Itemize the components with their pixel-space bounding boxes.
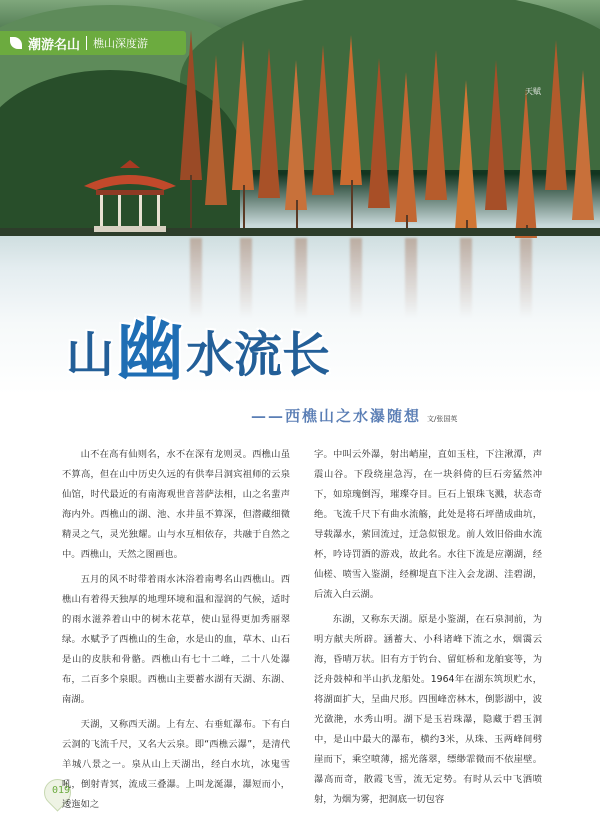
body-paragraph: 天湖，又称西天湖。上有左、右垂虹瀑布。下有白云洞的飞流千尺，又名大云泉。即“西樵云瀑”，是清代羊城八景之一。泉从山上天湖出，经白水坑，冰鬼雪吼，倒射青冥，流成三叠瀑。上叫龙涎瀑，瀑短而小，逶迤如之 [62, 719, 290, 810]
leaf-icon [10, 37, 22, 49]
author-byline: 文/张国英 [427, 415, 458, 423]
body-paragraph: 山不在高有仙则名，水不在深有龙则灵。西樵山虽不算高，但在山中历史久远的有供奉吕洞宾祖师的云泉仙馆，时代最近的有南海观世音菩萨法相，山之名蜚声海内外。西樵山的湖、池、水井虽不算深，但潜藏细微精灵之气，灵光独耀。山与水互相依存，共融于自然之中。西樵山，天然之图画也。 [62, 449, 290, 560]
redwood-tree [312, 45, 334, 195]
redwood-tree [285, 60, 307, 210]
tree-trunk [190, 175, 192, 233]
body-column-left [62, 445, 290, 815]
section-tag-sub: 樵山深度游 [93, 37, 149, 50]
subtitle-text: ——西樵山之水瀑随想 [251, 407, 422, 425]
water-reflection [460, 238, 472, 318]
redwood-tree [232, 40, 254, 190]
redwood-tree [425, 50, 447, 200]
redwood-tree [368, 58, 390, 208]
redwood-tree [515, 88, 537, 238]
redwood-tree [572, 70, 594, 220]
title-char-large: 幽 [116, 309, 185, 390]
article-title [66, 305, 386, 395]
body-column-right [314, 445, 542, 810]
redwood-tree [395, 72, 417, 222]
title-rest: 水流长 [186, 326, 331, 383]
section-tag [0, 31, 186, 55]
water-reflection [520, 238, 532, 318]
redwood-tree [258, 48, 280, 198]
redwood-tree [455, 80, 477, 230]
tag-divider [86, 36, 87, 50]
section-tag-label: 潮游名山 [28, 37, 81, 53]
page-number: 019 [52, 785, 71, 796]
redwood-tree [485, 60, 507, 210]
tree-trunk [243, 185, 245, 233]
title-char: 山 [66, 326, 115, 383]
body-paragraph: 五月的风不时带着雨水沐浴着南粤名山西樵山。西樵山有着得天独厚的地理环境和温和湿润的气候，适时的雨水滋养着山中的树木花草，使山显得更加秀丽翠绿。水赋予了西樵山的生命，水是山的血，草木、山石是山的皮肤和骨骼。西樵山有七十二峰，二十八处瀑布，二百多个泉眼。西樵山主要蓄水湖有天湖、东湖、南湖。 [62, 574, 290, 705]
water-reflection [405, 238, 417, 318]
redwood-tree [340, 35, 362, 185]
redwood-tree [205, 55, 227, 205]
article-subtitle [251, 405, 457, 426]
body-paragraph: 东湖，又称东天湖。原是小鉴湖，在石泉洞前，为明方献夫所辟。涵蓄大、小科诸峰下流之水，烟霭云海，昏晴万状。旧有方于钓台、留虹桥和龙舶宴等，为泛舟鼓棹和半山扒龙船处。1964年在湖东筑坝贮水，将湖面扩大，呈曲尺形。四围峰峦林木，倒影湖中，波光潋滟，水秀山明。湖下是玉岩珠瀑，隐藏于碧玉洞中，是山中最大的瀑布，横约3米，从珠、玉两峰间劈崖而下，乘空喷薄，摇光落翠，缥缈霏微而不依崖壁。瀑高而奇，散霞飞雪，流无定势。有时从云中飞洒喷射，为烟为雾，把洞底一切包容 [314, 614, 542, 805]
redwood-tree [545, 40, 567, 190]
pavilion-icon [82, 160, 178, 235]
tree-trunk [351, 180, 353, 233]
body-paragraph: 字。中叫云外瀑，射出峭崖，直如玉柱，下注湫潭，声震山谷。下段绕崖急泻，在一块斜倚的巨石旁猛然冲下，如琼瑰倒泻，璀璨夺目。巨石上银珠飞溅，状态奇绝。飞流千尺下有曲水流觞，此处是将石坪凿成曲坑，导载瀑水，萦回流过，迂急似银龙。前人效旧俗曲水流杯，吟诗罚酒的游戏，故此名。水往下流是应潮湖，经仙槎、喷雪入鉴湖，经柳堤直下注入会龙湖、洼碧湖，后流入白云湖。 [314, 449, 542, 600]
photo-credit: 天赋 [525, 87, 541, 96]
